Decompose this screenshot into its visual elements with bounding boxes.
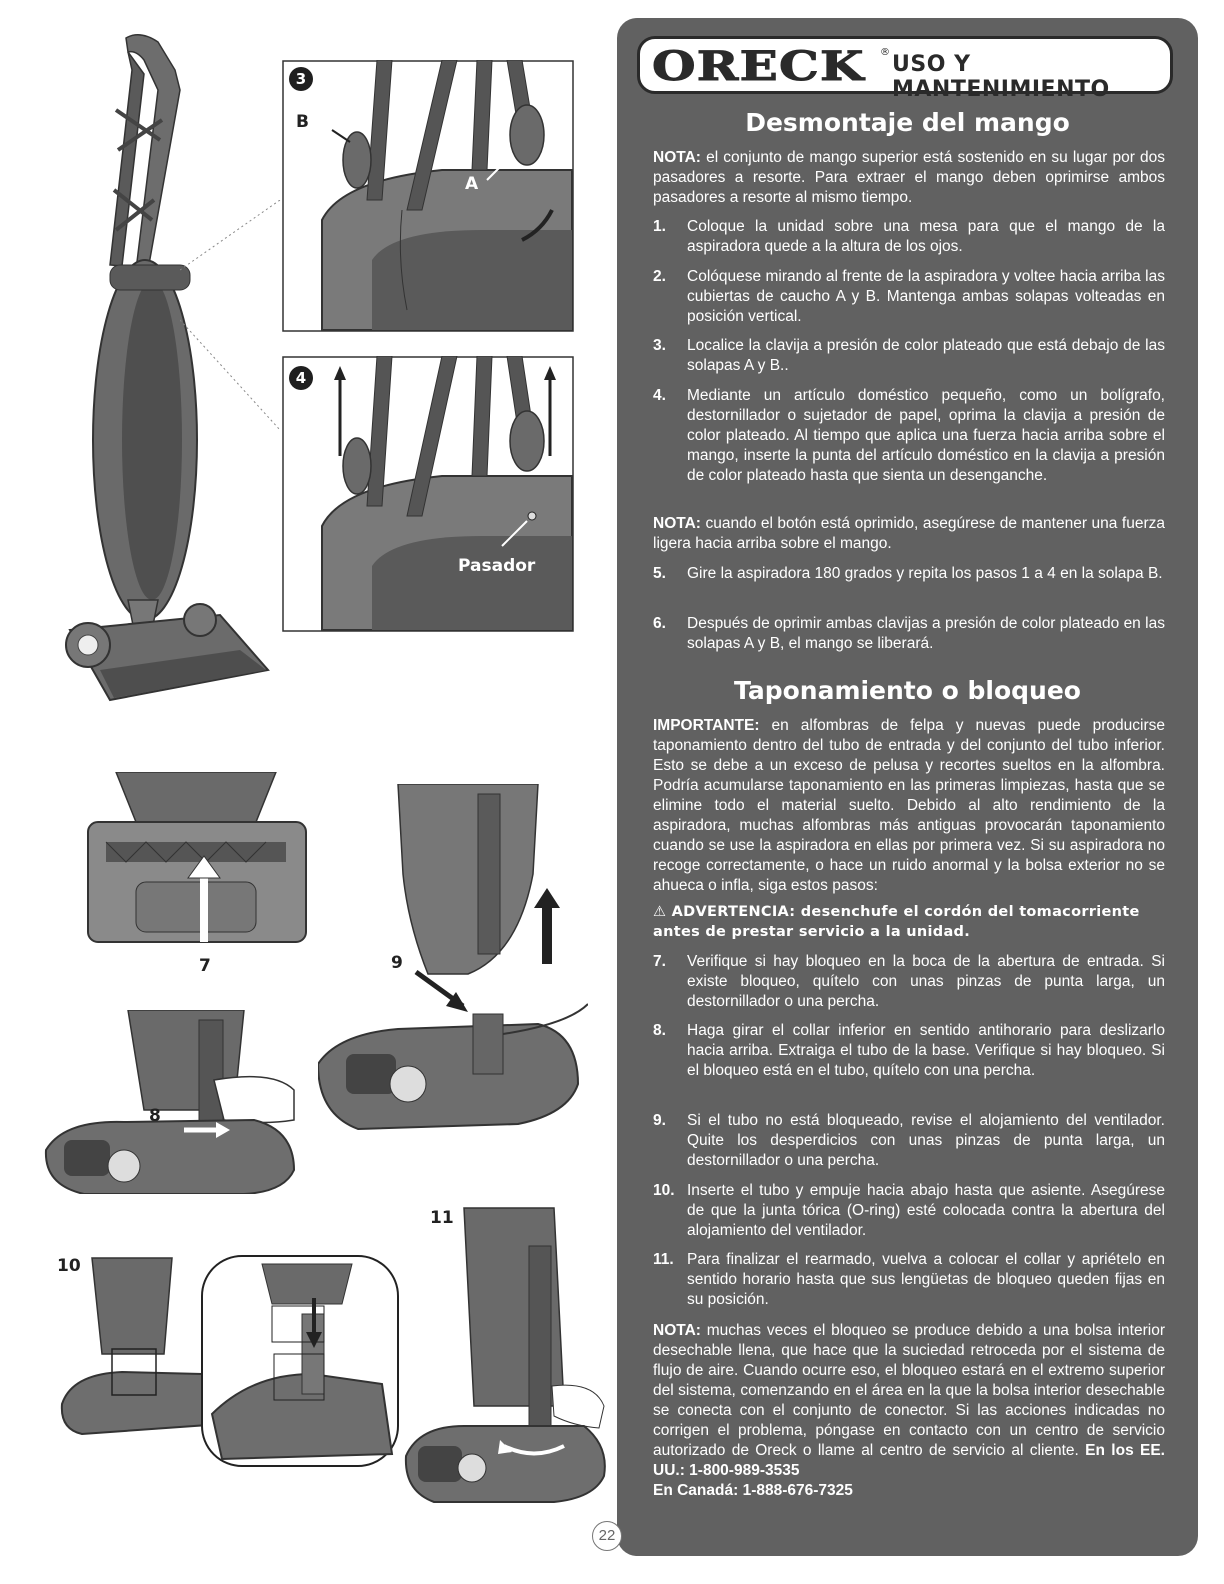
figure-4-illustration	[282, 356, 574, 632]
section-title-taponamiento: Taponamiento o bloqueo	[734, 676, 1081, 705]
step-text: Para finalizar el rearmado, vuelva a colocar el collar y apriételo en sentido horario hasta que sus lengüetas de bloqueo queden fijas en su posición.	[687, 1251, 1165, 1308]
oreck-logo: ORECK	[652, 43, 865, 90]
label-pasador: Pasador	[458, 556, 536, 576]
figure-3-illustration	[282, 60, 574, 332]
contact-us-phone: En los EE. UU.: 1-800-989-3535	[653, 1442, 1165, 1479]
step-number: 6.	[653, 615, 666, 632]
step-text: Localice la clavija a presión de color plateado que está debajo de las solapas A y B..	[687, 337, 1165, 374]
step-number: 7.	[653, 953, 666, 970]
step-text: Gire la aspiradora 180 grados y repita los pasos 1 a 4 en la solapa B.	[687, 565, 1163, 582]
page-number: 22	[592, 1521, 622, 1551]
header-title: USO Y MANTENIMIENTO	[892, 52, 1110, 102]
label-a: A	[465, 174, 479, 194]
note-text: cuando el botón está oprimido, asegúrese de mantener una fuerza ligera hacia arriba sobre el mango.	[653, 515, 1165, 552]
note-label: NOTA:	[653, 515, 701, 532]
instruction-panel	[617, 18, 1198, 1556]
important-text: en alfombras de felpa y nuevas puede producirse taponamiento dentro del tubo de entrada y del conjunto del tubo inferior. Esto se debe a un exceso de pelusa y recortes sueltos en la alfombra. Podría acumularse taponamiento en las primeras limpiezas, hasta que se elimine todo el material suelto. Debido al alto rendimiento de la aspiradora, muchas alfombras más antiguas provocarán taponamiento cuando se use la aspiradora en ellas por primera vez. Si su aspiradora no recoge correctamente, o hace un ruido anormal y la bolsa exterior no se ahueca o infla, siga estos pasos:	[653, 717, 1165, 894]
step-number: 3.	[653, 337, 666, 354]
step-number: 1.	[653, 218, 666, 235]
step-text: Después de oprimir ambas clavijas a presión de color plateado en las solapas A y B, el mango se liberará.	[687, 615, 1165, 652]
step-number: 10.	[653, 1182, 675, 1199]
step-text: Haga girar el collar inferior en sentido antihorario para deslizarlo hacia arriba. Extraiga el tubo de la base. Verifique si hay bloqueo. Si el bloqueo está en el tubo, quítelo con una percha.	[687, 1022, 1165, 1079]
section2-important	[653, 716, 1165, 896]
figure-8-label: 8	[149, 1106, 161, 1126]
step-text: Inserte el tubo y empuje hacia abajo hasta que asiente. Asegúrese de que la junta tórica (O-ring) esté colocada contra la abertura del alojamiento del ventilador.	[687, 1182, 1165, 1239]
step-text: Verifique si hay bloqueo en la boca de la abertura de entrada. Si existe bloqueo, quítelo con unas pinzas de punta larga, un destornillador o una percha.	[687, 953, 1165, 1010]
registered-mark-icon: ®	[880, 47, 890, 58]
step-number: 2.	[653, 268, 666, 285]
note-text: el conjunto de mango superior está sostenido en su lugar por dos pasadores a resorte. Para extraer el mango deben oprimirse ambos pasadores a resorte al mismo tiempo.	[653, 149, 1165, 206]
figure-9-label: 9	[391, 953, 403, 973]
note-label: NOTA:	[653, 149, 701, 166]
important-label: IMPORTANTE:	[653, 717, 760, 734]
figure-11-label: 11	[430, 1208, 454, 1228]
step-number: 9.	[653, 1112, 666, 1129]
section1-note-2	[653, 514, 1165, 554]
section-title-desmontaje: Desmontaje del mango	[745, 108, 1070, 137]
figure-7-label: 7	[199, 956, 211, 976]
step-text: Mediante un artículo doméstico pequeño, como un bolígrafo, destornillador o sujetador de papel, oprima la clavija a presión de color plateado. Al tiempo que aplica una fuerza hacia arriba sobre el mango, inserte la punta del artículo doméstico en la clavija a presión de color plateado hasta que sienta un desenganche.	[687, 387, 1165, 484]
step-number: 8.	[653, 1022, 666, 1039]
step-number: 11.	[653, 1251, 674, 1268]
note-text: muchas veces el bloqueo se produce debido a una bolsa interior desechable llena, que hace que la suciedad retroceda por el sistema de flujo de aire. Cuando ocurre eso, el bloqueo estará en el extremo superior del sistema, comenzando en el área en la que la bolsa interior desechable se conecta con el conjunto de conector. Si las acciones indicadas no corrigen el problema, póngase en contacto con un centro de servicio autorizado de Oreck o llame al centro de servicio al cliente.	[653, 1322, 1165, 1459]
figure-8-illustration	[44, 1010, 300, 1194]
section2-note	[653, 1321, 1165, 1501]
step-text: Colóquese mirando al frente de la aspiradora y voltee hacia arriba las cubiertas de caucho A y B. Mantenga ambas solapas volteadas en posición vertical.	[687, 268, 1165, 325]
figure-7-illustration	[86, 772, 308, 952]
label-b: B	[296, 112, 309, 132]
header-box	[637, 36, 1173, 102]
step-text: Coloque la unidad sobre una mesa para que el mango de la aspiradora quede a la altura de los ojos.	[687, 218, 1165, 255]
step-text: Si el tubo no está bloqueado, revise el alojamiento del ventilador. Quite los desperdicios con unas pinzas de punta larga, un destornillador o una percha.	[687, 1112, 1165, 1169]
figure-4-number: 4	[289, 366, 313, 390]
step-number: 5.	[653, 565, 666, 582]
figure-9-illustration	[318, 784, 588, 1138]
warning-text: ⚠ ADVERTENCIA: desenchufe el cordón del tomacorriente antes de prestar servicio a la unidad.	[653, 904, 1140, 940]
figure-10-illustration	[52, 1254, 402, 1468]
contact-canada-phone: En Canadá: 1-888-676-7325	[653, 1482, 853, 1499]
note-label: NOTA:	[653, 1322, 701, 1339]
step-number: 4.	[653, 387, 666, 404]
figure-11-illustration	[404, 1206, 612, 1506]
figure-3-number: 3	[289, 67, 313, 91]
section1-note	[653, 148, 1165, 208]
figure-10-label: 10	[57, 1256, 81, 1276]
